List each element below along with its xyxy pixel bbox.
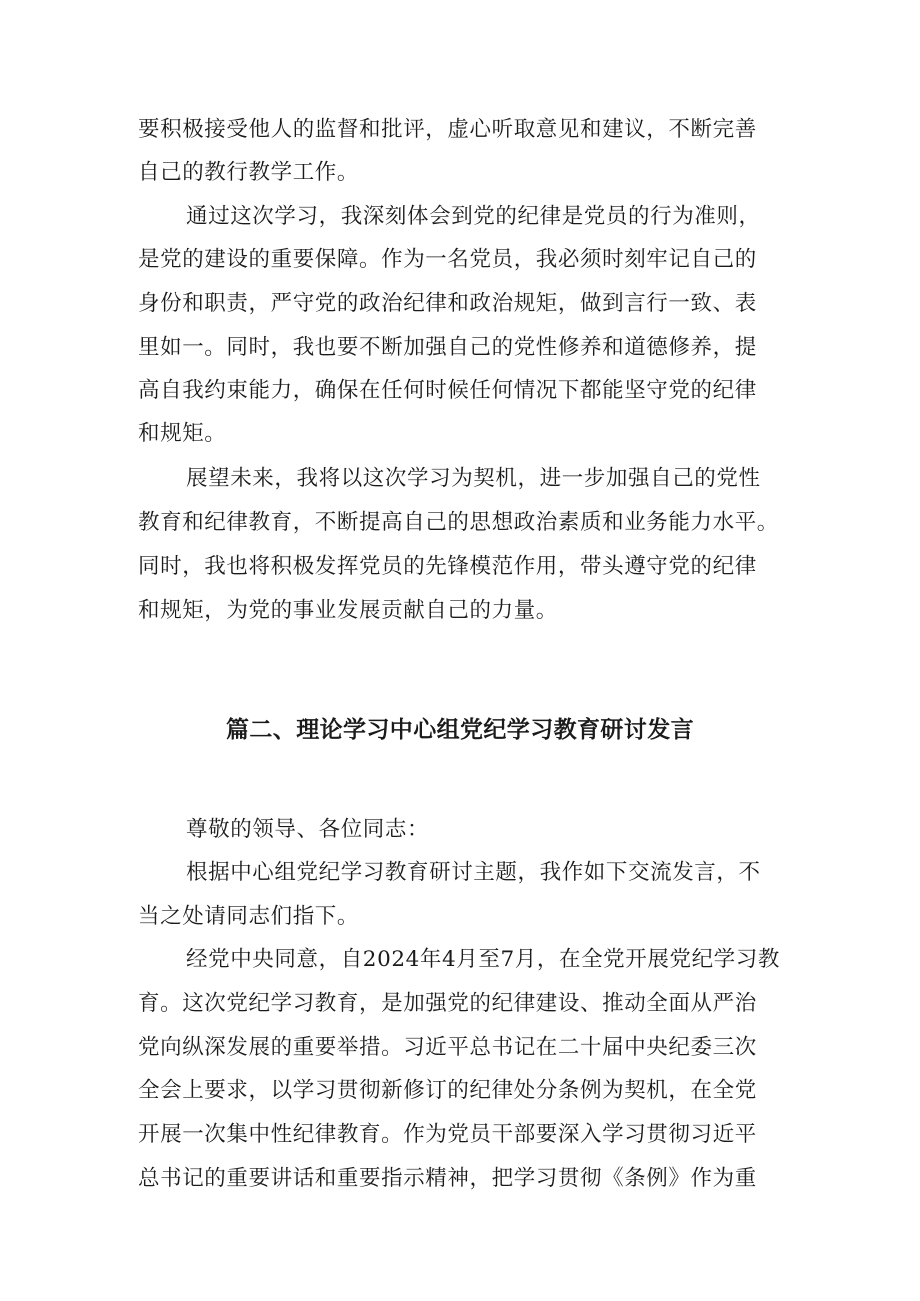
paragraph-line: 身份和职责，严守党的政治纪律和政治规矩，做到言行一致、表 — [138, 291, 757, 316]
paragraph-line: 总书记的重要讲话和重要指示精神，把学习贯彻《条例》作为重 — [138, 1166, 757, 1191]
paragraph-line: 育。这次党纪学习教育，是加强党的纪律建设、推动全面从严治 — [138, 991, 757, 1016]
paragraph-line: 高自我约束能力，确保在任何时候任何情况下都能坚守党的纪律 — [138, 378, 757, 403]
section-heading: 篇二、理论学习中心组党纪学习教育研讨发言 — [226, 717, 694, 743]
paragraph-line: 开展一次集中性纪律教育。作为党员干部要深入学习贯彻习近平 — [138, 1122, 757, 1147]
paragraph-line: 同时，我也将积极发挥党员的先锋模范作用，带头遵守党的纪律 — [138, 554, 757, 579]
paragraph-line: 自己的教行教学工作。 — [138, 160, 360, 185]
paragraph-line: 党向纵深发展的重要举措。习近平总书记在二十届中央纪委三次 — [138, 1035, 757, 1060]
paragraph-line: 全会上要求，以学习贯彻新修订的纪律处分条例为契机，在全党 — [138, 1078, 757, 1103]
paragraph-line: 根据中心组党纪学习教育研讨主题，我作如下交流发言，不 — [186, 860, 761, 885]
paragraph-line: 展望未来，我将以这次学习为契机，进一步加强自己的党性 — [186, 466, 761, 491]
paragraph-line: 里如一。同时，我也要不断加强自己的党性修养和道德修养，提 — [138, 335, 757, 360]
paragraph-line: 和规矩，为党的事业发展贡献自己的力量。 — [138, 598, 558, 623]
paragraph-line: 要积极接受他人的监督和批评，虚心听取意见和建议，不断完善 — [138, 117, 757, 142]
paragraph-line: 和规矩。 — [138, 421, 227, 446]
paragraph-line: 经党中央同意，自2024年4月至7月，在全党开展党纪学习教 — [186, 947, 780, 972]
paragraph-line: 教育和纪律教育，不断提高自己的思想政治素质和业务能力水平。 — [138, 510, 779, 535]
paragraph-line: 当之处请同志们指下。 — [138, 904, 360, 929]
paragraph-line: 是党的建设的重要保障。作为一名党员，我必须时刻牢记自己的 — [138, 247, 757, 272]
paragraph-line: 通过这次学习，我深刻体会到党的纪律是党员的行为准则， — [186, 204, 761, 229]
salutation: 尊敬的领导、各位同志： — [186, 817, 430, 842]
